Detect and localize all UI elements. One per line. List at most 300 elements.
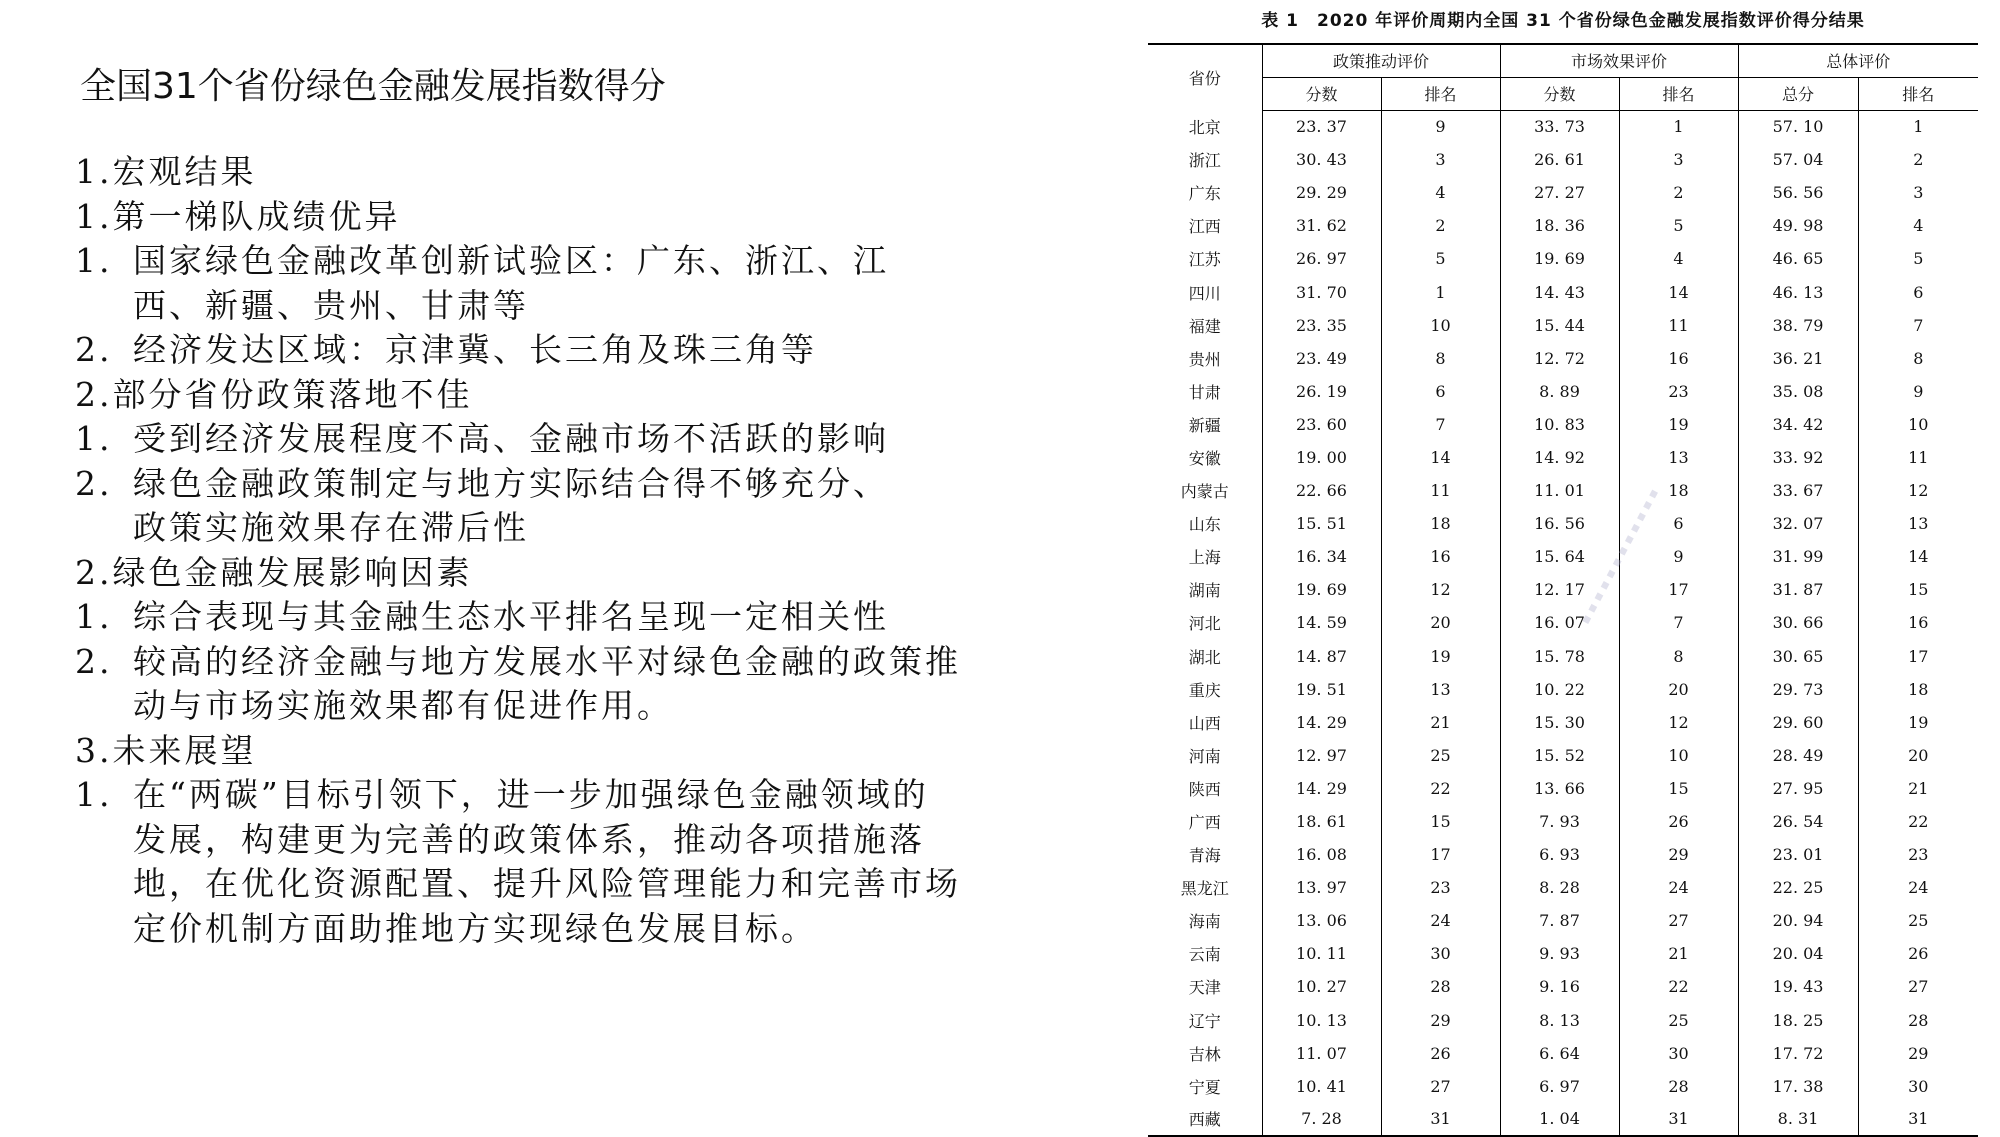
section-heading: 未来展望 (112, 730, 257, 770)
market-score-cell: 8. 28 (1500, 871, 1619, 904)
score-table-panel (1148, 0, 1978, 1130)
policy-rank-cell: 13 (1381, 673, 1500, 706)
table-row (1148, 540, 1978, 573)
table-row (1148, 408, 1978, 441)
policy-rank-cell: 18 (1381, 507, 1500, 540)
total-score-cell: 46. 65 (1738, 242, 1858, 275)
market-rank-cell: 1 (1619, 110, 1738, 143)
slide-title: 全国31个省份绿色金融发展指数得分 (80, 66, 666, 107)
total-rank-cell: 26 (1858, 937, 1978, 970)
table-row (1148, 375, 1978, 408)
table-row (1148, 1070, 1978, 1103)
market-score-cell: 1. 04 (1500, 1103, 1619, 1136)
total-rank-cell: 22 (1858, 805, 1978, 838)
column-header-rank: 排名 (1619, 77, 1738, 110)
total-score-cell: 28. 49 (1738, 739, 1858, 772)
list-item (75, 239, 1095, 328)
market-score-cell: 10. 22 (1500, 673, 1619, 706)
policy-rank-cell: 21 (1381, 706, 1500, 739)
market-score-cell: 14. 92 (1500, 441, 1619, 474)
outline-section-3 (75, 729, 1095, 952)
total-score-cell: 23. 01 (1738, 838, 1858, 871)
total-rank-cell: 30 (1858, 1070, 1978, 1103)
total-rank-cell: 4 (1858, 209, 1978, 242)
total-score-cell: 38. 79 (1738, 309, 1858, 342)
market-score-cell: 8. 13 (1500, 1004, 1619, 1037)
policy-score-cell: 23. 35 (1262, 309, 1381, 342)
column-header-score: 分数 (1500, 77, 1619, 110)
province-cell: 辽宁 (1188, 1011, 1221, 1031)
total-score-cell: 20. 04 (1738, 937, 1858, 970)
total-rank-cell: 16 (1858, 606, 1978, 639)
total-score-cell: 17. 38 (1738, 1070, 1858, 1103)
table-row (1148, 176, 1978, 209)
policy-rank-cell: 10 (1381, 309, 1500, 342)
market-rank-cell: 13 (1619, 441, 1738, 474)
policy-rank-cell: 14 (1381, 441, 1500, 474)
total-rank-cell: 21 (1858, 772, 1978, 805)
policy-rank-cell: 6 (1381, 375, 1500, 408)
province-cell: 山西 (1188, 713, 1221, 733)
policy-score-cell: 22. 66 (1262, 474, 1381, 507)
policy-rank-cell: 12 (1381, 573, 1500, 606)
policy-rank-cell: 31 (1381, 1103, 1500, 1136)
policy-score-cell: 15. 51 (1262, 507, 1381, 540)
total-rank-cell: 13 (1858, 507, 1978, 540)
list-number: 3. (75, 730, 113, 770)
policy-score-cell: 26. 19 (1262, 375, 1381, 408)
outline-section-1 (75, 150, 1095, 551)
policy-rank-cell: 25 (1381, 739, 1500, 772)
outline-level-2 (75, 595, 1095, 729)
market-score-cell: 19. 69 (1500, 242, 1619, 275)
market-score-cell: 9. 16 (1500, 970, 1619, 1003)
total-rank-cell: 14 (1858, 540, 1978, 573)
total-score-cell: 8. 31 (1738, 1103, 1858, 1136)
province-cell: 浙江 (1188, 151, 1221, 171)
list-item-text: 经济发达区域：京津冀、长三角及珠三角等 (133, 330, 817, 369)
market-rank-cell: 7 (1619, 606, 1738, 639)
table-row (1148, 1037, 1978, 1070)
policy-score-cell: 12. 97 (1262, 739, 1381, 772)
outline-subsection (75, 195, 1095, 373)
list-item-text: 受到经济发展程度不高、金融市场不活跃的影响 (133, 419, 889, 458)
total-rank-cell: 31 (1858, 1103, 1978, 1136)
market-rank-cell: 29 (1619, 838, 1738, 871)
column-header-score: 分数 (1262, 77, 1381, 110)
policy-rank-cell: 2 (1381, 209, 1500, 242)
list-item (75, 595, 1095, 640)
total-score-cell: 19. 43 (1738, 970, 1858, 1003)
policy-rank-cell: 16 (1381, 540, 1500, 573)
province-cell: 山东 (1188, 515, 1221, 535)
policy-score-cell: 26. 97 (1262, 242, 1381, 275)
total-rank-cell: 15 (1858, 573, 1978, 606)
market-score-cell: 33. 73 (1500, 110, 1619, 143)
province-cell: 重庆 (1188, 680, 1221, 700)
policy-score-cell: 19. 69 (1262, 573, 1381, 606)
policy-score-cell: 31. 62 (1262, 209, 1381, 242)
table-row (1148, 242, 1978, 275)
table-header-row (1148, 44, 1978, 77)
policy-rank-cell: 22 (1381, 772, 1500, 805)
total-rank-cell: 18 (1858, 673, 1978, 706)
province-cell: 江西 (1188, 217, 1221, 237)
policy-score-cell: 7. 28 (1262, 1103, 1381, 1136)
policy-score-cell: 13. 06 (1262, 904, 1381, 937)
market-rank-cell: 2 (1619, 176, 1738, 209)
market-score-cell: 8. 89 (1500, 375, 1619, 408)
table-row (1148, 706, 1978, 739)
market-score-cell: 10. 83 (1500, 408, 1619, 441)
province-cell: 湖南 (1188, 581, 1221, 601)
total-score-cell: 57. 10 (1738, 110, 1858, 143)
policy-rank-cell: 15 (1381, 805, 1500, 838)
market-score-cell: 15. 78 (1500, 640, 1619, 673)
province-cell: 陕西 (1188, 779, 1221, 799)
table-row (1148, 739, 1978, 772)
total-score-cell: 35. 08 (1738, 375, 1858, 408)
province-cell: 安徽 (1188, 448, 1221, 468)
outline-subsection (75, 373, 1095, 551)
policy-rank-cell: 5 (1381, 242, 1500, 275)
policy-score-cell: 23. 37 (1262, 110, 1381, 143)
table-row (1148, 474, 1978, 507)
market-rank-cell: 9 (1619, 540, 1738, 573)
total-score-cell: 27. 95 (1738, 772, 1858, 805)
table-subheader-row (1148, 77, 1978, 110)
province-cell: 青海 (1188, 846, 1221, 866)
market-score-cell: 7. 87 (1500, 904, 1619, 937)
total-score-cell: 56. 56 (1738, 176, 1858, 209)
table-row (1148, 772, 1978, 805)
policy-rank-cell: 29 (1381, 1004, 1500, 1037)
policy-score-cell: 23. 49 (1262, 342, 1381, 375)
total-score-cell: 22. 25 (1738, 871, 1858, 904)
policy-rank-cell: 4 (1381, 176, 1500, 209)
table-row (1148, 838, 1978, 871)
watermark: ▪ ▪ ▪ ▪ ▪ ▪ ▪ ▪ ▪ ▪ ▪ ▪ (1578, 486, 1663, 628)
province-cell: 甘肃 (1188, 382, 1221, 402)
total-score-cell: 26. 54 (1738, 805, 1858, 838)
market-score-cell: 11. 01 (1500, 474, 1619, 507)
list-item-text: 综合表现与其金融生态水平排名呈现一定相关性 (133, 597, 889, 636)
table-row (1148, 1004, 1978, 1037)
total-rank-cell: 6 (1858, 275, 1978, 308)
column-group-overall: 总体评价 (1738, 44, 1978, 77)
total-rank-cell: 8 (1858, 342, 1978, 375)
market-rank-cell: 31 (1619, 1103, 1738, 1136)
total-score-cell: 33. 92 (1738, 441, 1858, 474)
score-table (1148, 43, 1978, 1137)
market-rank-cell: 30 (1619, 1037, 1738, 1070)
total-score-cell: 31. 99 (1738, 540, 1858, 573)
list-item (75, 328, 1095, 373)
outline-level-3 (75, 239, 1095, 373)
list-item-text: 绿色金融政策制定与地方实际结合得不够充分、政策实施效果存在滞后性 (133, 463, 889, 547)
market-score-cell: 12. 72 (1500, 342, 1619, 375)
market-score-cell: 15. 30 (1500, 706, 1619, 739)
province-cell: 云南 (1188, 945, 1221, 965)
province-cell: 宁夏 (1188, 1077, 1221, 1097)
policy-rank-cell: 9 (1381, 110, 1500, 143)
province-cell: 吉林 (1188, 1044, 1221, 1064)
list-number: 1. (75, 196, 113, 236)
total-score-cell: 30. 66 (1738, 606, 1858, 639)
province-cell: 上海 (1188, 548, 1221, 568)
list-number: 1. (75, 241, 113, 280)
market-score-cell: 16. 07 (1500, 606, 1619, 639)
table-row (1148, 970, 1978, 1003)
table-row (1148, 673, 1978, 706)
policy-score-cell: 11. 07 (1262, 1037, 1381, 1070)
table-row (1148, 441, 1978, 474)
province-cell: 广西 (1188, 813, 1221, 833)
market-rank-cell: 26 (1619, 805, 1738, 838)
total-rank-cell: 19 (1858, 706, 1978, 739)
table-row (1148, 606, 1978, 639)
market-score-cell: 16. 56 (1500, 507, 1619, 540)
list-item (75, 640, 1095, 729)
section-heading: 宏观结果 (112, 152, 257, 191)
outline-level-3 (75, 417, 1095, 551)
table-row (1148, 342, 1978, 375)
list-item-text: 在“两碳”目标引领下，进一步加强绿色金融领域的发展，构建更为完善的政策体系，推动各项措施落地，在优化资源配置、提升风险管理能力和完善市场定价机制方面助推地方实现绿色发展目标。 (133, 775, 961, 948)
list-number: 2. (75, 374, 113, 414)
market-rank-cell: 22 (1619, 970, 1738, 1003)
policy-rank-cell: 11 (1381, 474, 1500, 507)
market-rank-cell: 3 (1619, 143, 1738, 176)
total-score-cell: 20. 94 (1738, 904, 1858, 937)
list-item-text: 较高的经济金融与地方发展水平对绿色金融的政策推动与市场实施效果都有促进作用。 (133, 641, 961, 725)
market-rank-cell: 25 (1619, 1004, 1738, 1037)
total-score-cell: 32. 07 (1738, 507, 1858, 540)
market-rank-cell: 11 (1619, 309, 1738, 342)
province-cell: 海南 (1188, 912, 1221, 932)
policy-rank-cell: 7 (1381, 408, 1500, 441)
list-number: 1. (75, 597, 113, 636)
list-number: 2. (75, 552, 113, 592)
list-number: 1. (75, 152, 113, 191)
province-cell: 江苏 (1188, 250, 1221, 270)
policy-rank-cell: 17 (1381, 838, 1500, 871)
outline-level-2 (75, 773, 1095, 951)
market-rank-cell: 19 (1619, 408, 1738, 441)
total-score-cell: 34. 42 (1738, 408, 1858, 441)
policy-score-cell: 23. 60 (1262, 408, 1381, 441)
policy-rank-cell: 3 (1381, 143, 1500, 176)
province-cell: 河北 (1188, 614, 1221, 634)
province-cell: 北京 (1188, 118, 1221, 138)
market-rank-cell: 8 (1619, 640, 1738, 673)
market-score-cell: 14. 43 (1500, 275, 1619, 308)
table-row (1148, 640, 1978, 673)
table-row (1148, 110, 1978, 143)
subsection-heading: 部分省份政策落地不佳 (112, 374, 473, 414)
total-rank-cell: 27 (1858, 970, 1978, 1003)
market-rank-cell: 12 (1619, 706, 1738, 739)
total-score-cell: 31. 87 (1738, 573, 1858, 606)
province-cell: 河南 (1188, 746, 1221, 766)
policy-score-cell: 16. 08 (1262, 838, 1381, 871)
policy-score-cell: 10. 11 (1262, 937, 1381, 970)
policy-rank-cell: 26 (1381, 1037, 1500, 1070)
column-group-policy: 政策推动评价 (1262, 44, 1500, 77)
market-rank-cell: 5 (1619, 209, 1738, 242)
column-header-total: 总分 (1738, 77, 1858, 110)
market-score-cell: 26. 61 (1500, 143, 1619, 176)
market-score-cell: 6. 97 (1500, 1070, 1619, 1103)
market-rank-cell: 18 (1619, 474, 1738, 507)
market-rank-cell: 16 (1619, 342, 1738, 375)
province-cell: 内蒙古 (1180, 482, 1229, 502)
total-score-cell: 57. 04 (1738, 143, 1858, 176)
market-rank-cell: 4 (1619, 242, 1738, 275)
total-rank-cell: 29 (1858, 1037, 1978, 1070)
list-item (75, 462, 1095, 551)
policy-score-cell: 16. 34 (1262, 540, 1381, 573)
market-rank-cell: 28 (1619, 1070, 1738, 1103)
total-rank-cell: 20 (1858, 739, 1978, 772)
total-score-cell: 29. 60 (1738, 706, 1858, 739)
list-item (75, 417, 1095, 462)
province-cell: 四川 (1188, 283, 1221, 303)
policy-score-cell: 19. 00 (1262, 441, 1381, 474)
province-cell: 西藏 (1148, 1103, 1262, 1136)
list-number: 2. (75, 330, 113, 369)
market-rank-cell: 14 (1619, 275, 1738, 308)
policy-rank-cell: 19 (1381, 640, 1500, 673)
total-rank-cell: 7 (1858, 309, 1978, 342)
total-score-cell: 33. 67 (1738, 474, 1858, 507)
table-row (1148, 871, 1978, 904)
total-rank-cell: 23 (1858, 838, 1978, 871)
market-rank-cell: 27 (1619, 904, 1738, 937)
market-rank-cell: 6 (1619, 507, 1738, 540)
list-number: 1. (75, 419, 113, 458)
policy-score-cell: 14. 29 (1262, 772, 1381, 805)
policy-score-cell: 14. 87 (1262, 640, 1381, 673)
total-score-cell: 30. 65 (1738, 640, 1858, 673)
market-rank-cell: 17 (1619, 573, 1738, 606)
province-cell: 湖北 (1188, 647, 1221, 667)
total-rank-cell: 24 (1858, 871, 1978, 904)
province-cell: 贵州 (1188, 349, 1221, 369)
column-header-rank: 排名 (1858, 77, 1978, 110)
market-score-cell: 13. 66 (1500, 772, 1619, 805)
market-score-cell: 6. 64 (1500, 1037, 1619, 1070)
list-item-text: 国家绿色金融改革创新试验区：广东、浙江、江西、新疆、贵州、甘肃等 (133, 241, 889, 325)
column-header-province: 省份 (1148, 44, 1262, 110)
market-rank-cell: 23 (1619, 375, 1738, 408)
policy-score-cell: 10. 41 (1262, 1070, 1381, 1103)
outline-level-2 (75, 195, 1095, 551)
total-score-cell: 17. 72 (1738, 1037, 1858, 1070)
table-body (1148, 110, 1978, 1136)
table-row (1148, 904, 1978, 937)
total-rank-cell: 25 (1858, 904, 1978, 937)
market-score-cell: 15. 64 (1500, 540, 1619, 573)
policy-score-cell: 30. 43 (1262, 143, 1381, 176)
outline-section-2 (75, 551, 1095, 729)
policy-rank-cell: 23 (1381, 871, 1500, 904)
total-score-cell: 36. 21 (1738, 342, 1858, 375)
total-rank-cell: 12 (1858, 474, 1978, 507)
total-score-cell: 49. 98 (1738, 209, 1858, 242)
policy-score-cell: 18. 61 (1262, 805, 1381, 838)
market-rank-cell: 24 (1619, 871, 1738, 904)
list-item (75, 773, 1095, 951)
policy-score-cell: 14. 59 (1262, 606, 1381, 639)
policy-rank-cell: 28 (1381, 970, 1500, 1003)
policy-score-cell: 19. 51 (1262, 673, 1381, 706)
policy-rank-cell: 24 (1381, 904, 1500, 937)
total-rank-cell: 5 (1858, 242, 1978, 275)
total-rank-cell: 1 (1858, 110, 1978, 143)
market-score-cell: 15. 52 (1500, 739, 1619, 772)
total-score-cell: 29. 73 (1738, 673, 1858, 706)
column-group-market: 市场效果评价 (1500, 44, 1738, 77)
policy-score-cell: 31. 70 (1262, 275, 1381, 308)
section-heading: 绿色金融发展影响因素 (112, 552, 473, 592)
policy-score-cell: 29. 29 (1262, 176, 1381, 209)
policy-rank-cell: 30 (1381, 937, 1500, 970)
list-number: 2. (75, 463, 113, 503)
market-rank-cell: 15 (1619, 772, 1738, 805)
policy-score-cell: 13. 97 (1262, 871, 1381, 904)
province-cell: 新疆 (1188, 415, 1221, 435)
market-rank-cell: 10 (1619, 739, 1738, 772)
market-score-cell: 18. 36 (1500, 209, 1619, 242)
policy-rank-cell: 8 (1381, 342, 1500, 375)
total-rank-cell: 10 (1858, 408, 1978, 441)
market-score-cell: 27. 27 (1500, 176, 1619, 209)
subsection-heading: 第一梯队成绩优异 (112, 196, 401, 236)
outline-level-1 (75, 150, 1095, 951)
province-cell: 广东 (1188, 184, 1221, 204)
policy-rank-cell: 20 (1381, 606, 1500, 639)
total-score-cell: 18. 25 (1738, 1004, 1858, 1037)
table-row (1148, 1103, 1978, 1136)
market-score-cell: 12. 17 (1500, 573, 1619, 606)
total-rank-cell: 2 (1858, 143, 1978, 176)
total-rank-cell: 28 (1858, 1004, 1978, 1037)
total-rank-cell: 17 (1858, 640, 1978, 673)
table-caption: 表 1 2020 年评价周期内全国 31 个省份绿色金融发展指数评价得分结果 (1261, 11, 1865, 31)
province-cell: 黑龙江 (1180, 879, 1229, 899)
total-rank-cell: 9 (1858, 375, 1978, 408)
market-score-cell: 9. 93 (1500, 937, 1619, 970)
market-score-cell: 7. 93 (1500, 805, 1619, 838)
table-row (1148, 805, 1978, 838)
policy-score-cell: 14. 29 (1262, 706, 1381, 739)
policy-rank-cell: 1 (1381, 275, 1500, 308)
list-number: 1. (75, 775, 113, 814)
total-score-cell: 46. 13 (1738, 275, 1858, 308)
total-rank-cell: 3 (1858, 176, 1978, 209)
list-number: 2. (75, 641, 113, 681)
province-cell: 天津 (1188, 978, 1221, 998)
policy-score-cell: 10. 27 (1262, 970, 1381, 1003)
market-score-cell: 15. 44 (1500, 309, 1619, 342)
market-rank-cell: 21 (1619, 937, 1738, 970)
outline (75, 150, 1095, 951)
market-rank-cell: 20 (1619, 673, 1738, 706)
column-header-rank: 排名 (1381, 77, 1500, 110)
table-row (1148, 275, 1978, 308)
table-row (1148, 507, 1978, 540)
policy-rank-cell: 27 (1381, 1070, 1500, 1103)
